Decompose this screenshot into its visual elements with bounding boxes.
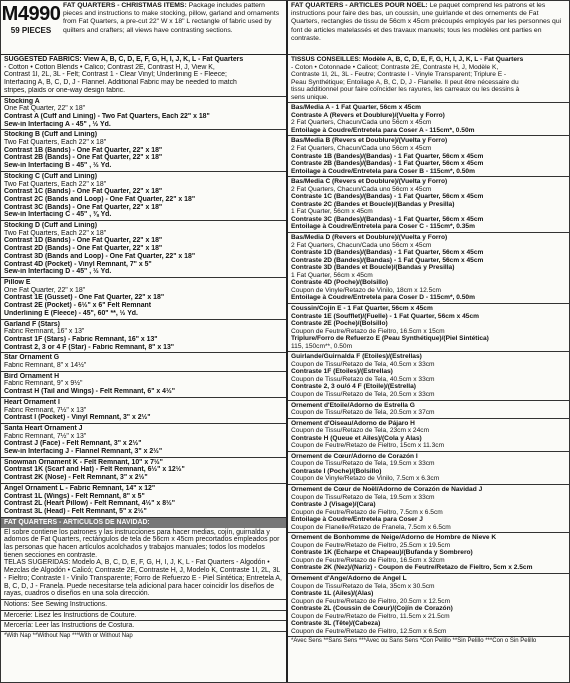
right-line: Contraste 2, 3 ou/ó 4 F (Etoile)/(Estrella) — [291, 383, 416, 391]
left-section — [1, 424, 286, 458]
right-line: Ornement de Bonhomme de Neige/Adorno de Hombre de Nieve K — [291, 534, 497, 542]
left-line: Contrast J (Face) - Felt Remnant, 3" x 2½" — [4, 440, 142, 448]
left-line: Contrast 2L (Heart Pillow) - Felt Remnant, 4½" x 8½" — [4, 500, 176, 508]
left-line: One Fat Quarter, 22" x 18" — [4, 105, 86, 113]
right-line: sens unique. — [291, 93, 329, 101]
left-line: Heart Ornament I — [4, 398, 60, 406]
right-line: Coupon de Vinyle/Retazo de Vinilo, 18cm x 12.5cm — [291, 286, 442, 294]
left-line: Fabric Remnant, 7½" x 13" — [4, 406, 87, 414]
left-line: Two Fat Quarters, Each 22" x 18" — [4, 180, 107, 188]
right-section — [288, 401, 570, 419]
left-line: Contrast 3L (Head) - Felt Remnant, 5" x 2½" — [4, 507, 147, 515]
right-line: Contraste 3D (Bandes et Boucle)/(Bandas y Presilla) — [291, 264, 455, 272]
left-line: Contrast 1L (Wings) - Felt Remnant, 8" x 5" — [4, 492, 145, 500]
mercerie-note — [1, 611, 286, 622]
notions-text: Notions: See Sewing Instructions. — [4, 601, 108, 608]
english-column — [1, 1, 288, 682]
right-line: Bas/Media B (Revers et Doublure)/(Vuelta y Forro) — [291, 137, 448, 145]
right-section — [288, 485, 570, 533]
left-section — [1, 55, 286, 97]
right-section — [288, 136, 570, 177]
left-section — [1, 484, 286, 518]
right-line: 2 Fat Quarters, Chacun/Cada uno 56cm x 45cm — [291, 145, 432, 153]
right-section — [288, 419, 570, 452]
right-line: Peau Synthétique; Entoilage A, B, C, D, J - Flanelle. Il peut être nécessaire du — [291, 78, 519, 86]
right-section — [288, 533, 570, 574]
spanish-paragraph: El sobre contiene los patrones y las instrucciones para hacer medias, cojín, guirnalda y adornos de Fat Quarters, rectángulos de tela de 56cm x 45cm precortados empleados por las personas que hacen artículos acolchados y trabajos manuales; todos los modelos tienen secciones en contraste. — [4, 528, 280, 559]
left-section — [1, 172, 286, 221]
left-section — [1, 130, 286, 172]
mercerie-text: Mercerie: Lisez les Instructions de Couture. — [4, 611, 137, 619]
right-line: Coupon de Tissu/Retazo de Tela, 20.5cm x 37cm — [291, 409, 435, 417]
right-line: Contraste 2K (Nez)/(Nariz) - Coupon de Feutre/Retazo de Fieltro, 5cm x 2.5cm — [291, 564, 533, 572]
piece-count: 59 PIECES — [10, 26, 52, 35]
left-line: Contrast 2B (Bands) - One Fat Quarter, 22" x 18" — [4, 154, 163, 162]
right-line: Ornement d'Oiseau/Adorno de Pájaro H — [291, 419, 415, 427]
right-line: Ornement d'Etoile/Adorno de Estrella G — [291, 401, 415, 409]
right-line: Coupon de Feutre/Retazo de Fieltro, 16.5cm x 15cm — [291, 327, 445, 335]
right-line: Contraste 1L (Ailes)/(Alas) — [291, 590, 374, 598]
left-line: Sew-in Interfacing B - 45" , ½ Yd. — [4, 162, 112, 170]
pattern-header — [1, 1, 286, 55]
left-line: Snowman Ornament K - Felt Remnant, 10" x 7½" — [4, 458, 163, 466]
left-line: Stocking A — [4, 97, 40, 105]
right-line: Coupon de Vinyle/Retazo de Vinilo, 7.5cm x 6.3cm — [291, 475, 440, 483]
left-line: One Fat Quarter, 22" x 18" — [4, 286, 86, 294]
left-line: Bird Ornament H — [4, 372, 60, 380]
right-line: Bas/Media D (Revers et Doublure)/(Vuelta y Forro) — [291, 234, 448, 242]
left-line: Stocking D (Cuff and Lining) — [4, 222, 98, 230]
left-line: Contrast 2K (Nose) - Felt Remnant, 3" x 2½" — [4, 474, 148, 482]
left-line: Contrast 3D (Bands and Loop) - One Fat Quarter, 22" x 18" — [4, 252, 196, 260]
left-line: Stocking C (Cuff and Lining) — [4, 172, 98, 180]
right-line: Guirlande/Guirnalda F (Etoiles)/(Estrellas) — [291, 353, 422, 361]
right-line: Coupon de Tissu/Retazo de Tela, 20.5cm x 33cm — [291, 390, 435, 398]
left-section — [1, 97, 286, 131]
right-line: Coussin/Cojín E - 1 Fat Quarter, 56cm x 45cm — [291, 304, 433, 312]
pattern-number: M4990 — [1, 3, 61, 25]
right-line: - Coton • Cotonnade • Calicot; Contraste 2E, Contraste H, J, Modèle K, — [291, 63, 499, 71]
right-line: Contraste 2E (Poche)/(Bolsillo) — [291, 320, 388, 328]
right-line: 2 Fat Quarters, Chacun/Cada uno 56cm x 45cm — [291, 185, 432, 193]
right-line: Coupon de Flanelle/Retazo de Franela, 7.5cm x 6.5cm — [291, 523, 451, 531]
left-line: Garland F (Stars) — [4, 320, 60, 328]
french-title: FAT QUARTERS - ARTICLES POUR NOEL: — [291, 2, 428, 9]
right-line: Coupon de Feutre/Retazo de Fieltro, 20.5cm x 12.5cm — [291, 597, 451, 605]
nap-legend: *With Nap **Without Nap ***With or Without Nap — [4, 633, 133, 640]
left-section — [1, 320, 286, 354]
french-header — [288, 1, 570, 55]
merceria-note — [1, 621, 286, 632]
right-line: 2 Fat Quarters, Chacun/Cada uno 56cm x 45cm — [291, 241, 432, 249]
right-line: Bas/Media C (Revers et Doublure)/(Vuelta y Forro) — [291, 178, 448, 186]
left-line: Two Fat Quarters, Each 22" x 18" — [4, 139, 107, 147]
right-line: Contraste 1B (Bandes)/(Bandas) - 1 Fat Quarter, 56cm x 45cm — [291, 152, 484, 160]
right-line: Coupon de Feutre/Retazo de Fieltro, 7.5cm x 6.5cm — [291, 508, 443, 516]
right-line: Contraste 1F (Etoiles)/(Estrellas) — [291, 368, 393, 376]
left-line: Contrast 1B (Bands) - One Fat Quarter, 22" x 18" — [4, 146, 163, 154]
right-line: 1 Fat Quarter, 56cm x 45cm — [291, 271, 373, 279]
left-line: Contrast 1E (Gusset) - One Fat Quarter, 22" x 18" — [4, 294, 165, 302]
left-line: - Cotton • Cotton Blends • Calico; Contrast 2E, Contrast H, J, View K, — [4, 63, 215, 71]
left-line: Star Ornament G — [4, 354, 60, 362]
right-section — [288, 304, 570, 352]
right-line: Contraste 2L (Coussin de Cœur)/(Cojín de Corazón) — [291, 605, 453, 613]
left-line: Sew-in Interfacing J - Flannel Remnant, 3" x 2½" — [4, 448, 163, 456]
right-line: Contraste 3C (Bandes)/(Bandas) - 1 Fat Quarter, 56cm x 45cm — [291, 215, 484, 223]
pattern-number-box — [1, 1, 61, 54]
right-line: Contraste 1K (Echarpe et Chapeau)/(Bufanda y Sombrero) — [291, 549, 473, 557]
right-line: Contraste 1E (Soufflet)/(Fuelle) - 1 Fat Quarter, 56cm x 45cm — [291, 312, 479, 320]
right-line: Ornement d'Ange/Adorno de Angel L — [291, 575, 407, 582]
left-line: Contrast 1F (Stars) - Fabric Remnant, 16" x 13" — [4, 335, 158, 343]
left-line: stripes, plaids or one-way design fabric. — [4, 86, 126, 94]
right-line: Coupon de Tissu/Retazo de Tela, 40.5cm x 33cm — [291, 375, 435, 383]
right-line: 115, 150cm**, 0.50m — [291, 342, 353, 350]
left-line: Sew-in Interfacing A - 45" , ½ Yd. — [4, 120, 111, 128]
merceria-text: Mercería: Leer las Instructions de Costura. — [4, 622, 135, 630]
right-line: Coupon de Feutre/Retazo de Fieltro, 25.5cm x 19.5cm — [291, 541, 451, 549]
right-line: Entoilage à Coudre/Entretela para Coser D - 115cm*, 0.50m — [291, 294, 475, 302]
pattern-intro — [61, 1, 286, 54]
left-line: Contrast 1I, 2L, 3L - Felt; Contrast 1 - Clear Vinyl; Underlining E - Fleece; — [4, 71, 227, 79]
right-section — [288, 233, 570, 304]
spanish-paragraph: TELAS SUGERIDAS: Modelo A, B, C, D, E, F, G, H, I, J, K, L - Fat Quarters - Algodón • Mezclas de Algodón • Calicó; Contraste 2E, Contraste H, J, Modelo K, Contraste 1I, 2L, 3L - Fieltro; Contraste I - Vinilo Transparente; Forro de Refuerzo E - Piel Sintética; Entretela A, B, C, D, J - Franela. Puede necesitarse tela adicional para hacer coincidir los diseños de rayas, cuadros o diseños en una sola dirección. — [4, 559, 282, 598]
right-section — [288, 452, 570, 485]
left-section — [1, 221, 286, 278]
right-line: Coupon de Tissu/Retazo de Tela, 40.5cm x 33cm — [291, 360, 435, 368]
right-section — [288, 177, 570, 233]
right-line: Ornement de Cœur de Noël/Adorno de Corazón de Navidad J — [291, 485, 483, 493]
right-section — [288, 574, 570, 637]
right-line: Contraste J (Visage)/(Cara) — [291, 501, 376, 509]
left-line: Two Fat Quarters, Each 22" x 18" — [4, 229, 107, 237]
left-section — [1, 278, 286, 320]
left-line: SUGGESTED FABRICS: View A, B, C, D, E, F, G, H, I, J, K, L - Fat Quarters — [4, 56, 244, 63]
left-line: Underlining E (Fleece) - 45", 60" **, ½ Yd. — [4, 309, 138, 317]
notions-note — [1, 600, 286, 611]
left-section — [1, 372, 286, 398]
left-line: Contrast I (Pocket) - Vinyl Remnant, 3" x 2½" — [4, 414, 151, 422]
right-section — [288, 103, 570, 136]
right-line: Coupon de Feutre/Retazo de Fieltro, 15cm x 11.3cm — [291, 442, 445, 450]
left-section — [1, 398, 286, 424]
right-line: Contraste 2D (Bandes)/(Bandas) - 1 Fat Quarter, 56cm x 45cm — [291, 256, 484, 264]
right-line: Contraste 2C (Bandes et Boucle)/(Bandas y Presilla) — [291, 200, 455, 208]
right-section — [288, 55, 570, 103]
right-line: tissu additionnel pour faire coïncider les rayures, les carreaux ou les dessins à — [291, 86, 520, 94]
pattern-title: FAT QUARTERS - CHRISTMAS ITEMS: — [63, 2, 187, 9]
left-line: Fabric Remnant, 7½" x 13" — [4, 432, 87, 440]
right-line: Contraste 2B (Bandes)/(Bandas) - 1 Fat Quarter, 56cm x 45cm — [291, 160, 484, 168]
left-line: Sew-in Interfacing D - 45" , ½ Yd. — [4, 268, 112, 276]
right-line: Contraste I (Poche)/(Bolsillo) — [291, 467, 382, 475]
left-line: Contrast 3C (Bands) - One Fat Quarter, 22" x 18" — [4, 203, 163, 211]
right-line: Contraste 1C (Bandes)/(Bandas) - 1 Fat Quarter, 56cm x 45cm — [291, 193, 484, 201]
left-line: Contrast 1C (Bands) - One Fat Quarter, 22" x 18" — [4, 188, 163, 196]
right-line: Contraste 1I, 2L, 3L - Feutre; Contraste I - Vinyle Transparent; Triplure E - — [291, 71, 507, 79]
left-line: Pillow E — [4, 278, 31, 286]
left-line: Santa Heart Ornament J — [4, 424, 83, 432]
right-line: Contraste 3L (Tête)/(Cabeza) — [291, 620, 381, 628]
spanish-title-bar: FAT QUARTERS - ARTICULOS DE NAVIDAD: — [1, 518, 286, 528]
right-line: Coupon de Feutre/Retazo de Fieltro, 16.5cm x 32cm — [291, 556, 445, 564]
right-line: Contraste A (Revers et Doublure)/(Vuelta y Forro) — [291, 111, 445, 119]
pattern-description: Package includes pattern pieces and instructions to make stocking, pillow, garland and ornaments from Fat Quarters, a pre-cut 22" W x 18" L rectangle of fabric used by quilters and crafters; all views have contrasting sections. — [63, 2, 280, 34]
left-line: Contrast 1K (Scarf and Hat) - Felt Remnant, 6½" x 12½" — [4, 466, 185, 474]
right-line: 2 Fat Quarters, Chacun/Cada uno 56cm x 45cm — [291, 119, 432, 127]
left-line: Contrast 4D (Pocket) - Vinyl Remnant, 7" x 5" — [4, 260, 152, 268]
french-spanish-column — [288, 1, 570, 682]
right-line: Bas/Media A - 1 Fat Quarter, 56cm x 45cm — [291, 104, 421, 112]
left-section — [1, 458, 286, 484]
left-line: Contrast 2C (Bands and Loop) - One Fat Quarter, 22" x 18" — [4, 195, 196, 203]
right-line: Coupon de Feutre/Retazo de Fieltro, 11.5cm x 21.5cm — [291, 612, 450, 620]
sens-legend: *Avec Sens **Sans Sens ***Avec ou Sans Sens *Con Pelillo **Sin Pelillo ***Con o Sin Pelillo — [291, 638, 537, 645]
left-line: Fabric Remnant, 9" x 9½" — [4, 380, 83, 388]
right-section — [288, 352, 570, 400]
right-line: Contraste 1D (Bandes)/(Bandas) - 1 Fat Quarter, 56cm x 45cm — [291, 249, 484, 257]
spanish-description — [1, 528, 286, 600]
left-line: Angel Ornament L - Fabric Remnant, 14" x 12" — [4, 484, 156, 492]
right-line: Entoilage à Coudre/Entretela para Coser C - 115cm*, 0.35m — [291, 223, 475, 231]
right-line: Coupon de Tissu/Retazo de Tela, 19.5cm x 33cm — [291, 493, 435, 501]
right-line: Coupon de Tissu/Retazo de Tela, 23cm x 24cm — [291, 427, 430, 435]
right-line: Coupon de Tissu/Retazo de Tela, 35cm x 30.5cm — [291, 582, 435, 590]
left-line: Interfacing A, B, C, D, J - Flannel. Additional Fabric may be needed to match — [4, 79, 237, 87]
left-section — [1, 353, 286, 371]
left-line: Fabric Remnant, 16" x 13" — [4, 328, 85, 336]
left-line: Contrast 1D (Bands) - One Fat Quarter, 22" x 18" — [4, 237, 163, 245]
right-line: Coupon de Tissu/Retazo de Tela, 19.5cm x 33cm — [291, 460, 435, 468]
left-line: Contrast H (Tail and Wings) - Felt Remnant, 6" x 4½" — [4, 388, 175, 396]
left-line: Fabric Remnant, 8" x 14½" — [4, 362, 87, 370]
left-line: Sew-in Interfacing C - 45" , ⅜ Yd. — [4, 211, 112, 219]
right-line: Coupon de Feutre/Retazo de Fieltro, 12.5cm x 6.5cm — [291, 627, 447, 635]
left-line: Stocking B (Cuff and Lining) — [4, 131, 98, 139]
left-line: Contrast 2D (Bands) - One Fat Quarter, 22" x 18" — [4, 245, 163, 253]
right-line: Entoilage à Coudre/Entretela para Coser A - 115cm*, 0.50m — [291, 126, 475, 134]
french-requirements-list — [288, 55, 570, 637]
right-line: Entoilage à Coudre/Entretela para Coser J — [291, 516, 423, 524]
right-line: Contraste 4D (Poche)/(Bolsillo) — [291, 279, 389, 287]
fabric-requirements-list — [1, 55, 286, 518]
right-line: Entoilage à Coudre/Entretela para Coser B - 115cm*, 0.50m — [291, 167, 475, 175]
right-line: Triplure/Forro de Refuerzo E (Peau Synthétique)/(Piel Sintética) — [291, 335, 489, 343]
right-line: Contraste H (Queue et Ailes)/(Cola y Alas) — [291, 434, 422, 442]
right-line: 1 Fat Quarter, 56cm x 45cm — [291, 208, 373, 216]
right-line: Ornement de Cœur/Adorno de Corazón I — [291, 452, 418, 460]
left-line: Contrast 2, 3 or 4 F (Star) - Fabric Remnant, 8" x 13" — [4, 343, 175, 351]
left-line: Contrast A (Cuff and Lining) - Two Fat Quarters, Each 22" x 18" — [4, 112, 210, 120]
french-description: Le paquet comprend les patrons et les instructions pour faire des bas, un coussin, une guirlande et des ornements de Fat Quarters, rectangles de tissu de 56cm x 45cm précoupés employés par les personnes qui font de articles matelassés et des travaux manuels; tous les modèles ont parties en contraste. — [291, 2, 562, 42]
right-line: TISSUS CONSEILLES: Modèle A, B, C, D, E, F, G, H, I, J, K, L - Fat Quarters — [291, 56, 524, 63]
left-line: Contrast 2E (Pocket) - 6½" x 6" Felt Remnant — [4, 302, 152, 310]
